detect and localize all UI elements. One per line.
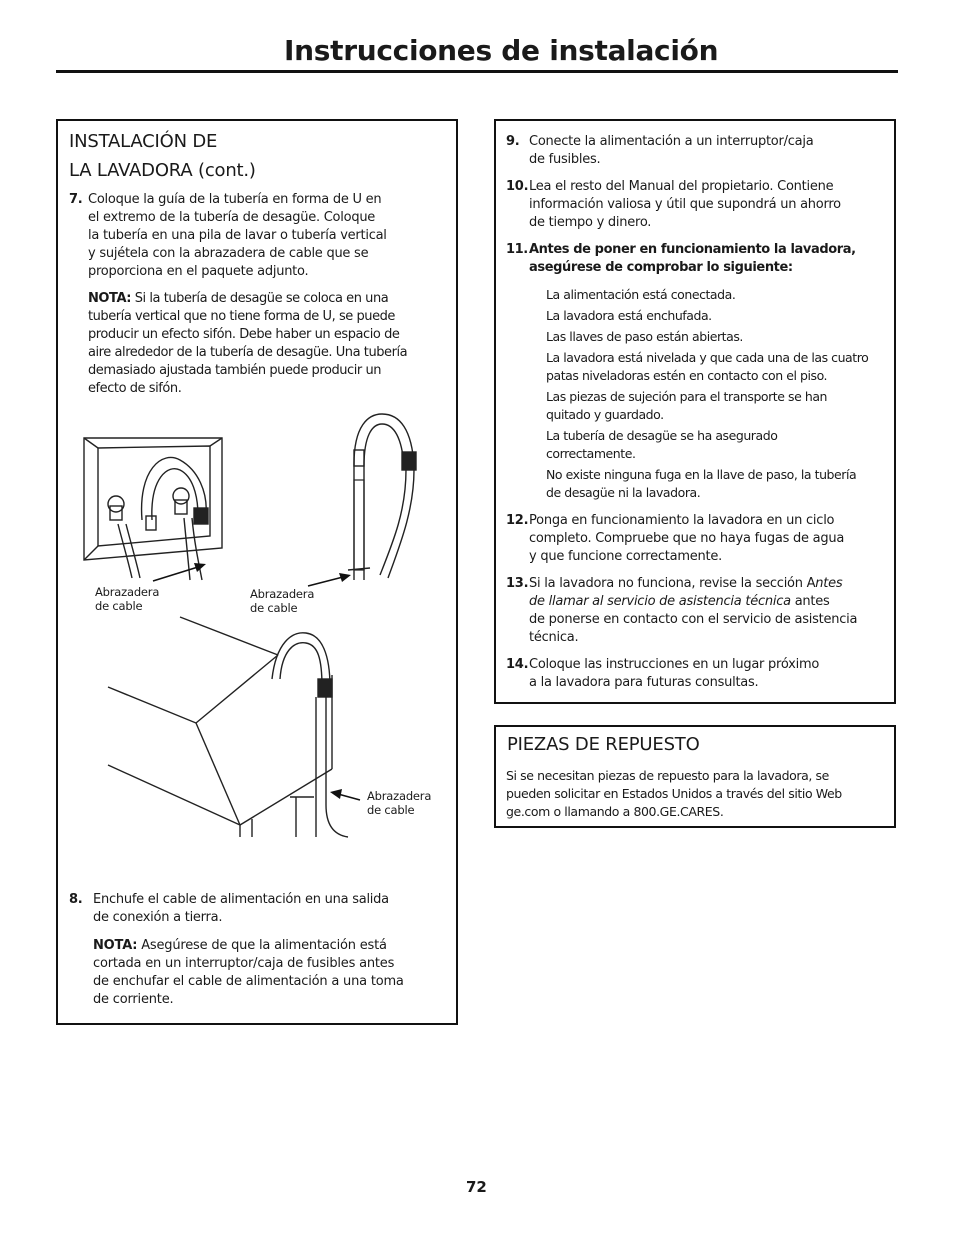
text-line: información valiosa y útil que supondrá un ahorro: [529, 197, 841, 212]
text-span: Si la lavadora no funciona, revise la sección A: [529, 576, 816, 591]
text-line: Enchufe el cable de alimentación en una salida: [93, 892, 389, 907]
text-line: de tiempo y dinero.: [529, 215, 652, 230]
checklist-item: [546, 427, 886, 463]
text-line: tubería vertical que no tiene forma de U, se puede: [88, 309, 395, 324]
text-line: No existe ninguna fuga en la llave de paso, la tubería: [546, 467, 857, 482]
checklist-item: [546, 388, 886, 424]
checklist-item: [546, 466, 886, 502]
step-11: [506, 241, 891, 281]
standpipe-illustration: [340, 410, 430, 590]
text-line: Si se necesitan piezas de repuesto para la lavadora, se: [506, 768, 829, 783]
callout-line: Abrazadera: [95, 585, 160, 599]
text-line: de desagüe ni la lavadora.: [546, 485, 701, 500]
text-line: de ponerse en contacto con el servicio de asistencia: [529, 612, 858, 627]
step-14: [506, 656, 891, 696]
callout-line: Abrazadera: [250, 587, 315, 601]
text-line: Coloque las instrucciones en un lugar próximo: [529, 657, 820, 672]
step-8-note: [93, 937, 448, 1012]
page-number: 72: [466, 1178, 487, 1196]
checklist-item: [546, 286, 886, 304]
checklist-item: [546, 307, 886, 325]
parts-text: [506, 767, 891, 823]
section-heading: PIEZAS DE REPUESTO: [507, 734, 700, 755]
text-line: [529, 593, 889, 611]
text-line: Coloque la guía de la tubería en forma de U en: [88, 192, 382, 207]
text-line: proporciona en el paquete adjunto.: [88, 264, 309, 279]
text-line: y que funcione correctamente.: [529, 549, 722, 564]
title-rule: [56, 70, 898, 73]
step-number: 12.: [506, 513, 529, 528]
text-line: efecto de sifón.: [88, 381, 182, 396]
step-13: [506, 575, 891, 649]
arrow-icon: [328, 788, 363, 806]
callout-line: Abrazadera: [367, 789, 432, 803]
steps-section: [494, 119, 896, 704]
arrow-icon: [150, 560, 210, 585]
text-line: de enchufar el cable de alimentación a una toma: [93, 974, 404, 989]
step-number: 9.: [506, 134, 520, 149]
checklist-item: [546, 349, 886, 385]
text-line: producir un efecto sifón. Debe haber un espacio de: [88, 327, 400, 342]
text-line: [529, 575, 889, 593]
step-number: 8.: [69, 892, 83, 907]
text-line: a la lavadora para futuras consultas.: [529, 675, 759, 690]
text-line: completo. Compruebe que no haya fugas de agua: [529, 531, 845, 546]
text-line: y sujétela con la abrazadera de cable que se: [88, 246, 369, 261]
section-heading-line1: INSTALACIÓN DE: [69, 131, 218, 152]
callout-line: de cable: [95, 599, 143, 613]
step-number: 11.: [506, 242, 528, 257]
section-heading-line2: LA LAVADORA (cont.): [69, 160, 256, 181]
text-line: Asegúrese de que la alimentación está: [141, 938, 387, 953]
note-label: NOTA:: [88, 291, 132, 306]
text-line: Antes de poner en funcionamiento la lavadora,: [529, 242, 856, 257]
text-line: Lea el resto del Manual del propietario. Contiene: [529, 179, 834, 194]
step-8: [69, 891, 449, 931]
step-9: [506, 133, 891, 173]
text-span: antes: [790, 594, 830, 609]
page-title: Instrucciones de instalación: [284, 34, 719, 67]
step-12: [506, 512, 891, 568]
replacement-parts-section: [494, 725, 896, 828]
step-number: 13.: [506, 576, 529, 591]
checklist-item: [546, 328, 886, 346]
step-number: 7.: [69, 192, 83, 207]
text-line: de conexión a tierra.: [93, 910, 223, 925]
text-line: Las llaves de paso están abiertas.: [546, 329, 743, 344]
callout-line: de cable: [367, 803, 415, 817]
cable-clamp-label: [250, 587, 314, 615]
step-number: 14.: [506, 657, 529, 672]
callout-line: de cable: [250, 601, 298, 615]
text-line: aire alrededor de la tubería de desagüe. Una tubería: [88, 345, 408, 360]
cable-clamp-label: [95, 585, 159, 613]
step-7-note: [88, 290, 448, 400]
text-line: demasiado ajustada también puede producir un: [88, 363, 382, 378]
text-line: de corriente.: [93, 992, 174, 1007]
text-line: de fusibles.: [529, 152, 601, 167]
text-line: Conecte la alimentación a un interruptor/caja: [529, 134, 814, 149]
text-line: pueden solicitar en Estados Unidos a través del sitio Web: [506, 786, 842, 801]
text-span: de llamar al servicio de asistencia técnica: [529, 594, 791, 609]
text-line: La lavadora está nivelada y que cada una de las cuatro: [546, 350, 869, 365]
text-line: asegúrese de comprobar lo siguiente:: [529, 260, 793, 275]
text-line: La tubería de desagüe se ha asegurado: [546, 428, 778, 443]
text-line: cortada en un interruptor/caja de fusibles antes: [93, 956, 395, 971]
text-line: La lavadora está enchufada.: [546, 308, 712, 323]
text-line: ge.com o llamando a 800.GE.CARES.: [506, 804, 724, 819]
note-label: NOTA:: [93, 938, 138, 953]
step-10: [506, 178, 891, 234]
step-number: 10.: [506, 179, 529, 194]
text-span: ntes: [815, 576, 843, 591]
text-line: quitado y guardado.: [546, 407, 664, 422]
step-7: [69, 191, 449, 291]
cable-clamp-label: [367, 789, 431, 817]
text-line: correctamente.: [546, 446, 636, 461]
text-line: el extremo de la tubería de desagüe. Coloque: [88, 210, 376, 225]
text-line: Ponga en funcionamiento la lavadora en un ciclo: [529, 513, 835, 528]
text-line: técnica.: [529, 630, 579, 645]
text-line: Si la tubería de desagüe se coloca en una: [134, 291, 389, 306]
text-line: Las piezas de sujeción para el transporte se han: [546, 389, 828, 404]
text-line: patas niveladoras estén en contacto con el piso.: [546, 368, 828, 383]
laundry-tub-illustration: [100, 615, 360, 840]
text-line: la tubería en una pila de lavar o tubería vertical: [88, 228, 387, 243]
text-line: La alimentación está conectada.: [546, 287, 736, 302]
